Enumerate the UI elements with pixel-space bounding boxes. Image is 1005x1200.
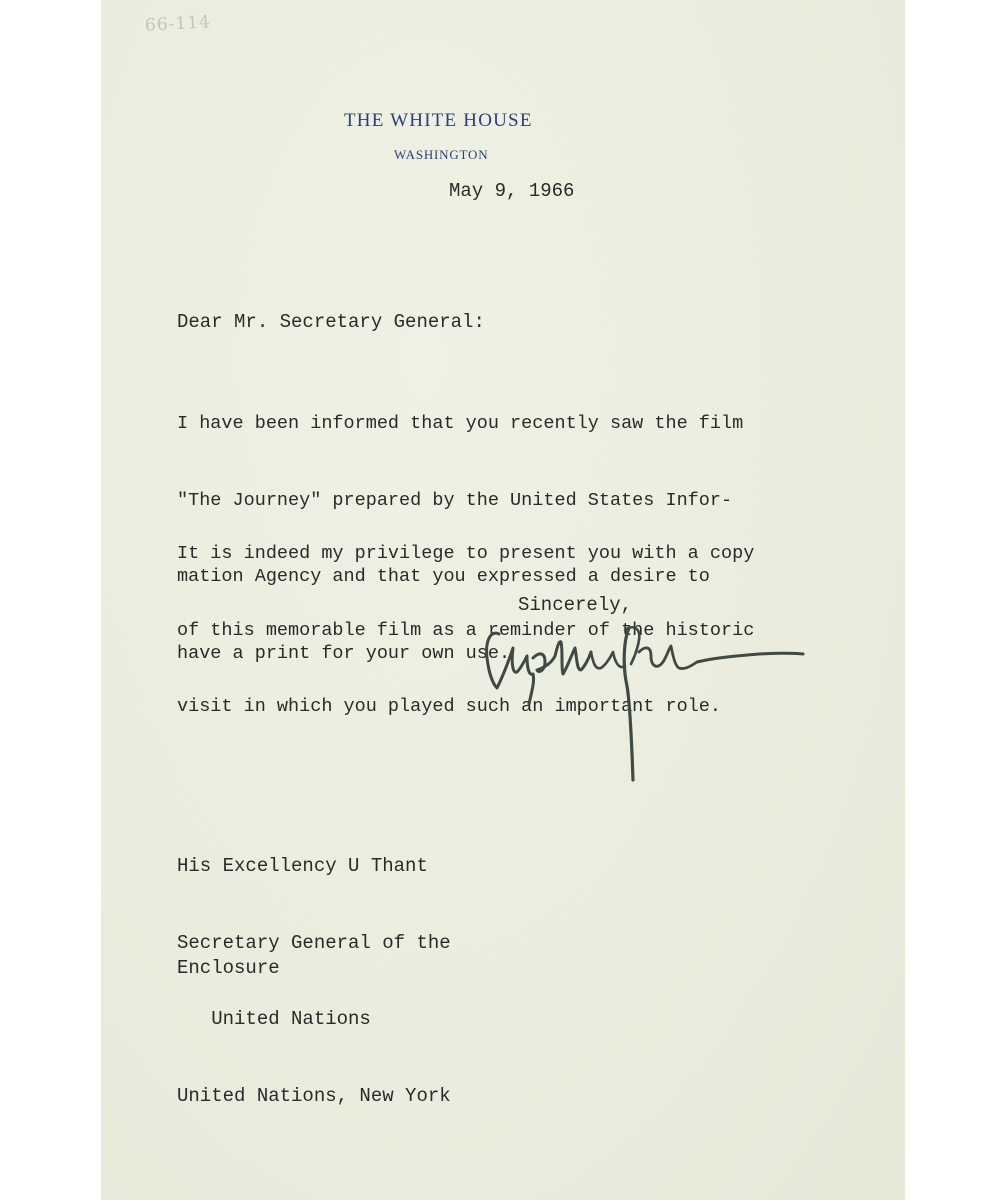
- signature-strokes: [487, 627, 803, 780]
- paragraph-line: have a print for your own use.: [177, 642, 511, 664]
- recipient-address: [177, 803, 451, 1160]
- paragraph-line: I have been informed that you recently saw the film: [177, 413, 744, 434]
- paragraph-line: of this memorable film as a reminder of the historic: [177, 619, 755, 641]
- address-line: Secretary General of the: [177, 931, 451, 954]
- signature-stroke: [533, 642, 591, 674]
- letterhead-location: WASHINGTON: [394, 147, 489, 162]
- signature-stroke: [487, 633, 534, 704]
- enclosure-note: Enclosure: [177, 957, 280, 979]
- signature-stroke: [624, 628, 633, 780]
- closing: Sincerely,: [518, 594, 633, 616]
- paragraph-line: visit in which you played such an important role.: [177, 696, 721, 717]
- signature-stroke: [697, 653, 803, 662]
- signature-stroke: [591, 652, 625, 668]
- salutation: Dear Mr. Secretary General:: [177, 311, 485, 333]
- handwritten-signature: [473, 612, 813, 792]
- letterhead-title: THE WHITE HOUSE: [344, 110, 533, 131]
- paragraph-line: mation Agency and that you expressed a desire to: [177, 566, 710, 587]
- address-line: His Excellency U Thant: [177, 855, 428, 877]
- signature-stroke: [639, 646, 697, 669]
- paragraph-line: It is indeed my privilege to present you with a copy: [177, 543, 755, 564]
- address-line: United Nations: [177, 1008, 371, 1030]
- pencil-annotation: 66-114: [144, 12, 212, 36]
- paragraph-line: "The Journey" prepared by the United States Infor-: [177, 489, 733, 511]
- letter-page: [101, 0, 905, 1200]
- address-line: United Nations, New York: [177, 1084, 451, 1107]
- letter-date: May 9, 1966: [449, 180, 575, 202]
